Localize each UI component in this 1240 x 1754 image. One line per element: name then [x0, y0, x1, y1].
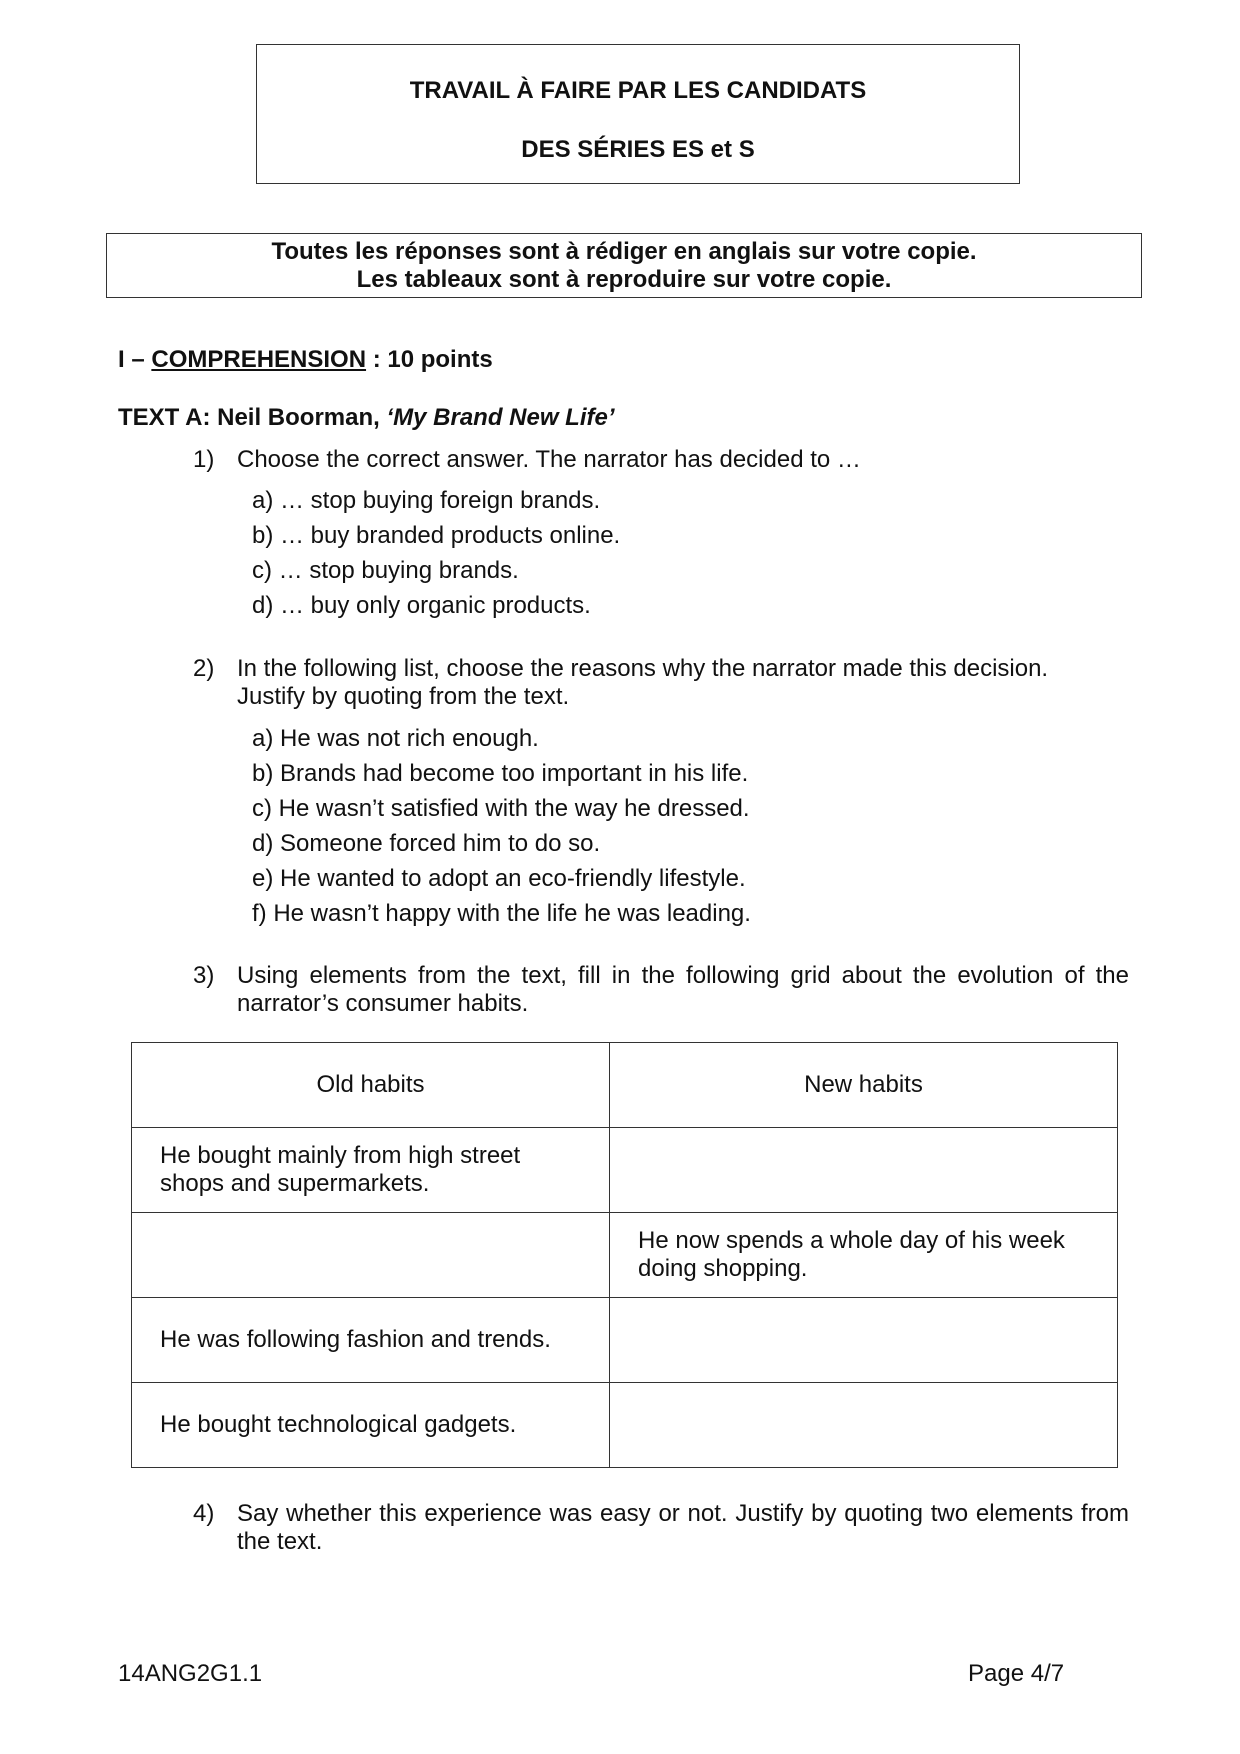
- grid-cell: He bought technological gadgets.: [132, 1383, 610, 1468]
- question-2-text-line-1: In the following list, choose the reasons why the narrator made this decision.: [237, 655, 1049, 682]
- grid-header-new: New habits: [610, 1043, 1118, 1128]
- section-points: : 10 points: [366, 346, 493, 373]
- grid-cell: He now spends a whole day of his week doing shopping.: [610, 1213, 1118, 1298]
- section-title: COMPREHENSION: [151, 346, 367, 373]
- question-2-option-d: d) Someone forced him to do so.: [252, 830, 601, 857]
- grid-cell: [610, 1128, 1118, 1213]
- section-heading: [118, 346, 493, 374]
- grid-header-old: Old habits: [132, 1043, 610, 1128]
- footer-code: 14ANG2G1.1: [118, 1660, 263, 1687]
- question-1-option-d: d) … buy only organic products.: [252, 592, 591, 619]
- question-3-text: Using elements from the text, fill in the following grid about the evolution of the narrator’s consumer habits.: [237, 962, 1129, 1017]
- instructions-box: [106, 233, 1142, 298]
- question-1-text: Choose the correct answer. The narrator has decided to …: [237, 446, 861, 473]
- question-1-option-a: a) … stop buying foreign brands.: [252, 487, 601, 514]
- question-4-number: 4): [193, 1500, 215, 1527]
- question-2-option-e: e) He wanted to adopt an eco-friendly lifestyle.: [252, 865, 746, 892]
- title-line-1: TRAVAIL À FAIRE PAR LES CANDIDATS: [409, 77, 867, 104]
- footer-page-number: Page 4/7: [968, 1660, 1065, 1687]
- grid-header-row: [132, 1043, 1118, 1128]
- question-2-number: 2): [193, 655, 215, 682]
- grid-row: [132, 1383, 1118, 1468]
- question-2-option-f: f) He wasn’t happy with the life he was leading.: [252, 900, 751, 927]
- question-2-option-a: a) He was not rich enough.: [252, 725, 539, 752]
- question-2-option-c: c) He wasn’t satisfied with the way he dressed.: [252, 795, 750, 822]
- question-1-option-b: b) … buy branded products online.: [252, 522, 621, 549]
- grid-cell: [610, 1298, 1118, 1383]
- instructions-line-2: Les tableaux sont à reproduire sur votre copie.: [356, 266, 892, 293]
- text-a-label: TEXT A: Neil Boorman,: [118, 404, 387, 431]
- question-3-number: 3): [193, 962, 215, 989]
- title-box: [256, 44, 1020, 184]
- grid-row: [132, 1298, 1118, 1383]
- section-prefix: I –: [118, 346, 152, 373]
- grid-cell: [610, 1383, 1118, 1468]
- title-line-2: DES SÉRIES ES et S: [521, 136, 755, 163]
- grid-row: [132, 1128, 1118, 1213]
- habits-grid: [131, 1042, 1118, 1468]
- text-a-work: ‘My Brand New Life’: [386, 404, 615, 431]
- question-1-number: 1): [193, 446, 215, 473]
- question-1-option-c: c) … stop buying brands.: [252, 557, 519, 584]
- grid-cell: [132, 1213, 610, 1298]
- grid-row: [132, 1213, 1118, 1298]
- question-2-option-b: b) Brands had become too important in his life.: [252, 760, 749, 787]
- question-4-text: Say whether this experience was easy or not. Justify by quoting two elements from the text.: [237, 1500, 1129, 1555]
- text-a-heading: [118, 404, 615, 432]
- instructions-line-1: Toutes les réponses sont à rédiger en anglais sur votre copie.: [271, 238, 977, 265]
- grid-cell: He was following fashion and trends.: [132, 1298, 610, 1383]
- grid-cell: He bought mainly from high street shops and supermarkets.: [132, 1128, 610, 1213]
- question-2-text-line-2: Justify by quoting from the text.: [237, 683, 570, 710]
